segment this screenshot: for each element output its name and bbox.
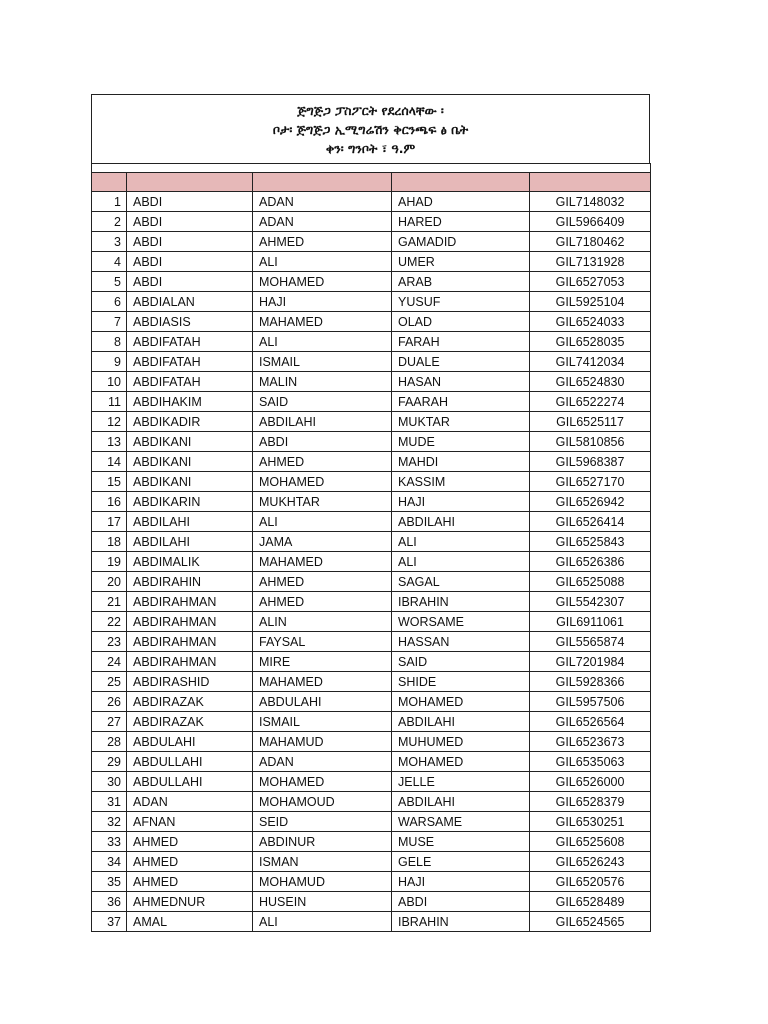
passport-number-cell: GIL6526000	[530, 772, 651, 792]
row-number-cell: 33	[92, 832, 127, 852]
first-name-cell: ABDIRASHID	[127, 672, 253, 692]
row-number-cell: 27	[92, 712, 127, 732]
father-name-cell: MOHAMED	[253, 472, 392, 492]
father-name-cell: ALI	[253, 332, 392, 352]
first-name-cell: AHMEDNUR	[127, 892, 253, 912]
father-name-cell: ALI	[253, 912, 392, 932]
grandfather-name-cell: IBRAHIN	[392, 912, 530, 932]
passport-number-cell: GIL6527053	[530, 272, 651, 292]
row-number-cell: 5	[92, 272, 127, 292]
grandfather-name-cell: MUKTAR	[392, 412, 530, 432]
row-number-cell: 25	[92, 672, 127, 692]
father-name-cell: ABDULAHI	[253, 692, 392, 712]
passport-number-cell: GIL6524830	[530, 372, 651, 392]
row-number-cell: 18	[92, 532, 127, 552]
grandfather-name-cell: ABDI	[392, 892, 530, 912]
table-row	[92, 792, 651, 812]
father-name-cell: MUKHTAR	[253, 492, 392, 512]
grandfather-name-cell: KASSIM	[392, 472, 530, 492]
first-name-cell: ABDIRAZAK	[127, 692, 253, 712]
passport-number-cell: GIL5925104	[530, 292, 651, 312]
row-number-cell: 11	[92, 392, 127, 412]
grandfather-name-cell: WORSAME	[392, 612, 530, 632]
first-name-cell: ABDIRAHIN	[127, 572, 253, 592]
table-row	[92, 472, 651, 492]
row-number-cell: 26	[92, 692, 127, 712]
grandfather-name-cell: HARED	[392, 212, 530, 232]
father-name-cell: MAHAMED	[253, 672, 392, 692]
passport-table	[91, 163, 651, 932]
father-name-cell: ALI	[253, 252, 392, 272]
passport-number-cell: GIL6911061	[530, 612, 651, 632]
father-name-cell: ISMAIL	[253, 352, 392, 372]
grandfather-name-cell: MUSE	[392, 832, 530, 852]
passport-number-cell: GIL6526243	[530, 852, 651, 872]
grandfather-name-cell: IBRAHIN	[392, 592, 530, 612]
first-name-cell: ABDILAHI	[127, 532, 253, 552]
grandfather-name-cell: DUALE	[392, 352, 530, 372]
grandfather-name-cell: JELLE	[392, 772, 530, 792]
grandfather-name-cell: ALI	[392, 552, 530, 572]
grandfather-name-cell: GELE	[392, 852, 530, 872]
passport-number-cell: GIL7201984	[530, 652, 651, 672]
first-name-cell: ABDI	[127, 272, 253, 292]
row-number-cell: 8	[92, 332, 127, 352]
father-name-cell: MAHAMED	[253, 312, 392, 332]
passport-number-cell: GIL5542307	[530, 592, 651, 612]
father-name-cell: JAMA	[253, 532, 392, 552]
passport-number-cell: GIL6527170	[530, 472, 651, 492]
grandfather-name-cell: ABDILAHI	[392, 792, 530, 812]
first-name-cell: AMAL	[127, 912, 253, 932]
passport-number-cell: GIL5565874	[530, 632, 651, 652]
passport-number-cell: GIL6526564	[530, 712, 651, 732]
grandfather-name-cell: HASSAN	[392, 632, 530, 652]
table-row	[92, 412, 651, 432]
row-number-cell: 36	[92, 892, 127, 912]
table-row	[92, 492, 651, 512]
document-title-block	[91, 94, 650, 163]
first-name-cell: ABDIHAKIM	[127, 392, 253, 412]
grandfather-name-cell: MOHAMED	[392, 692, 530, 712]
father-name-cell: SEID	[253, 812, 392, 832]
table-row	[92, 772, 651, 792]
grandfather-name-cell: AHAD	[392, 192, 530, 212]
grandfather-name-cell: HAJI	[392, 872, 530, 892]
grandfather-name-cell: MUDE	[392, 432, 530, 452]
grandfather-name-cell: MOHAMED	[392, 752, 530, 772]
row-number-cell: 35	[92, 872, 127, 892]
passport-number-cell: GIL5810856	[530, 432, 651, 452]
passport-number-cell: GIL6526942	[530, 492, 651, 512]
title-line-1: ጅግጅጋ ፓስፖርት የደረሰላቸው ፡	[297, 102, 444, 118]
table-row	[92, 592, 651, 612]
passport-number-cell: GIL6535063	[530, 752, 651, 772]
passport-number-cell: GIL6528489	[530, 892, 651, 912]
passport-number-cell: GIL7180462	[530, 232, 651, 252]
first-name-cell: ABDI	[127, 212, 253, 232]
row-number-cell: 22	[92, 612, 127, 632]
father-name-cell: ABDILAHI	[253, 412, 392, 432]
father-name-cell: AHMED	[253, 452, 392, 472]
passport-number-cell: GIL6528379	[530, 792, 651, 812]
table-row	[92, 192, 651, 212]
first-name-cell: ABDIFATAH	[127, 332, 253, 352]
passport-number-cell: GIL6525117	[530, 412, 651, 432]
table-row	[92, 312, 651, 332]
passport-number-cell: GIL7131928	[530, 252, 651, 272]
title-line-2: ቦታ፡ ጅግጅጋ ኢሚግሬሽን ቅርንጫፍ ፅ ቤት	[272, 121, 469, 137]
table-row	[92, 892, 651, 912]
first-name-cell: AHMED	[127, 832, 253, 852]
row-number-cell: 15	[92, 472, 127, 492]
table-row	[92, 252, 651, 272]
first-name-cell: AHMED	[127, 872, 253, 892]
passport-number-cell: GIL6525608	[530, 832, 651, 852]
first-name-cell: ABDIKANI	[127, 452, 253, 472]
table-row	[92, 452, 651, 472]
grandfather-name-cell: ABDILAHI	[392, 712, 530, 732]
first-name-cell: ABDIFATAH	[127, 372, 253, 392]
father-name-cell: AHMED	[253, 232, 392, 252]
grandfather-name-cell: YUSUF	[392, 292, 530, 312]
father-name-cell: AHMED	[253, 592, 392, 612]
father-name-cell: SAID	[253, 392, 392, 412]
row-number-cell: 24	[92, 652, 127, 672]
passport-number-cell: GIL6528035	[530, 332, 651, 352]
row-number-cell: 28	[92, 732, 127, 752]
first-name-cell: ABDIKANI	[127, 472, 253, 492]
grandfather-name-cell: UMER	[392, 252, 530, 272]
grandfather-name-cell: FARAH	[392, 332, 530, 352]
first-name-cell: ABDIFATAH	[127, 352, 253, 372]
header-cell	[530, 173, 651, 192]
row-number-cell: 13	[92, 432, 127, 452]
passport-number-cell: GIL7412034	[530, 352, 651, 372]
table-row	[92, 272, 651, 292]
table-row	[92, 532, 651, 552]
row-number-cell: 17	[92, 512, 127, 532]
first-name-cell: AHMED	[127, 852, 253, 872]
father-name-cell: AHMED	[253, 572, 392, 592]
first-name-cell: ADAN	[127, 792, 253, 812]
row-number-cell: 34	[92, 852, 127, 872]
grandfather-name-cell: SAGAL	[392, 572, 530, 592]
grandfather-name-cell: MAHDI	[392, 452, 530, 472]
table-row	[92, 432, 651, 452]
passport-number-cell: GIL6526386	[530, 552, 651, 572]
row-number-cell: 32	[92, 812, 127, 832]
father-name-cell: HUSEIN	[253, 892, 392, 912]
first-name-cell: ABDI	[127, 192, 253, 212]
grandfather-name-cell: ARAB	[392, 272, 530, 292]
father-name-cell: ADAN	[253, 752, 392, 772]
header-cell	[392, 173, 530, 192]
table-row	[92, 912, 651, 932]
table-row	[92, 692, 651, 712]
grandfather-name-cell: FAARAH	[392, 392, 530, 412]
passport-number-cell: GIL6524033	[530, 312, 651, 332]
header-cell	[127, 173, 253, 192]
table-row	[92, 852, 651, 872]
first-name-cell: ABDIASIS	[127, 312, 253, 332]
first-name-cell: ABDULLAHI	[127, 772, 253, 792]
table-row	[92, 612, 651, 632]
grandfather-name-cell: MUHUMED	[392, 732, 530, 752]
row-number-cell: 2	[92, 212, 127, 232]
grandfather-name-cell: HASAN	[392, 372, 530, 392]
first-name-cell: ABDIMALIK	[127, 552, 253, 572]
table-row	[92, 392, 651, 412]
father-name-cell: MOHAMED	[253, 272, 392, 292]
table-row	[92, 512, 651, 532]
table-row	[92, 832, 651, 852]
table-row	[92, 352, 651, 372]
spacer-row	[92, 164, 651, 173]
first-name-cell: ABDIRAHMAN	[127, 612, 253, 632]
table-header-row	[92, 173, 651, 192]
row-number-cell: 31	[92, 792, 127, 812]
first-name-cell: ABDI	[127, 252, 253, 272]
passport-number-cell: GIL6522274	[530, 392, 651, 412]
passport-number-cell: GIL5966409	[530, 212, 651, 232]
table-row	[92, 292, 651, 312]
passport-number-cell: GIL6526414	[530, 512, 651, 532]
row-number-cell: 37	[92, 912, 127, 932]
grandfather-name-cell: WARSAME	[392, 812, 530, 832]
row-number-cell: 21	[92, 592, 127, 612]
grandfather-name-cell: OLAD	[392, 312, 530, 332]
father-name-cell: MALIN	[253, 372, 392, 392]
row-number-cell: 20	[92, 572, 127, 592]
grandfather-name-cell: SHIDE	[392, 672, 530, 692]
table-row	[92, 372, 651, 392]
father-name-cell: MAHAMUD	[253, 732, 392, 752]
passport-number-cell: GIL6530251	[530, 812, 651, 832]
father-name-cell: MOHAMUD	[253, 872, 392, 892]
first-name-cell: ABDIKARIN	[127, 492, 253, 512]
table-row	[92, 332, 651, 352]
row-number-cell: 12	[92, 412, 127, 432]
passport-number-cell: GIL6520576	[530, 872, 651, 892]
first-name-cell: ABDIRAZAK	[127, 712, 253, 732]
passport-number-cell: GIL6525843	[530, 532, 651, 552]
passport-number-cell: GIL6525088	[530, 572, 651, 592]
row-number-cell: 7	[92, 312, 127, 332]
row-number-cell: 1	[92, 192, 127, 212]
first-name-cell: ABDIKADIR	[127, 412, 253, 432]
header-cell	[253, 173, 392, 192]
father-name-cell: ISMAN	[253, 852, 392, 872]
row-number-cell: 4	[92, 252, 127, 272]
row-number-cell: 23	[92, 632, 127, 652]
row-number-cell: 16	[92, 492, 127, 512]
father-name-cell: MOHAMOUD	[253, 792, 392, 812]
grandfather-name-cell: GAMADID	[392, 232, 530, 252]
grandfather-name-cell: SAID	[392, 652, 530, 672]
table-row	[92, 652, 651, 672]
first-name-cell: AFNAN	[127, 812, 253, 832]
table-row	[92, 812, 651, 832]
title-line-3: ቀን፡ ግንቦት ፣ ዓ.ም	[325, 140, 416, 156]
passport-list-sheet	[91, 94, 650, 932]
father-name-cell: MAHAMED	[253, 552, 392, 572]
father-name-cell: HAJI	[253, 292, 392, 312]
father-name-cell: ADAN	[253, 212, 392, 232]
table-row	[92, 732, 651, 752]
father-name-cell: ALI	[253, 512, 392, 532]
grandfather-name-cell: ALI	[392, 532, 530, 552]
table-row	[92, 212, 651, 232]
father-name-cell: ABDINUR	[253, 832, 392, 852]
table-row	[92, 672, 651, 692]
table-row	[92, 232, 651, 252]
header-cell	[92, 173, 127, 192]
table-row	[92, 552, 651, 572]
father-name-cell: ABDI	[253, 432, 392, 452]
grandfather-name-cell: HAJI	[392, 492, 530, 512]
passport-number-cell: GIL5957506	[530, 692, 651, 712]
father-name-cell: ALIN	[253, 612, 392, 632]
first-name-cell: ABDIRAHMAN	[127, 632, 253, 652]
grandfather-name-cell: ABDILAHI	[392, 512, 530, 532]
row-number-cell: 14	[92, 452, 127, 472]
first-name-cell: ABDI	[127, 232, 253, 252]
father-name-cell: MIRE	[253, 652, 392, 672]
first-name-cell: ABDULLAHI	[127, 752, 253, 772]
father-name-cell: MOHAMED	[253, 772, 392, 792]
first-name-cell: ABDIRAHMAN	[127, 652, 253, 672]
father-name-cell: ISMAIL	[253, 712, 392, 732]
passport-number-cell: GIL5968387	[530, 452, 651, 472]
passport-number-cell: GIL5928366	[530, 672, 651, 692]
table-row	[92, 752, 651, 772]
first-name-cell: ABDIKANI	[127, 432, 253, 452]
row-number-cell: 9	[92, 352, 127, 372]
row-number-cell: 19	[92, 552, 127, 572]
row-number-cell: 3	[92, 232, 127, 252]
first-name-cell: ABDIALAN	[127, 292, 253, 312]
table-row	[92, 632, 651, 652]
father-name-cell: ADAN	[253, 192, 392, 212]
row-number-cell: 10	[92, 372, 127, 392]
passport-number-cell: GIL7148032	[530, 192, 651, 212]
first-name-cell: ABDIRAHMAN	[127, 592, 253, 612]
first-name-cell: ABDILAHI	[127, 512, 253, 532]
first-name-cell: ABDULAHI	[127, 732, 253, 752]
passport-number-cell: GIL6523673	[530, 732, 651, 752]
father-name-cell: FAYSAL	[253, 632, 392, 652]
table-row	[92, 872, 651, 892]
passport-number-cell: GIL6524565	[530, 912, 651, 932]
row-number-cell: 30	[92, 772, 127, 792]
table-row	[92, 572, 651, 592]
table-row	[92, 712, 651, 732]
row-number-cell: 29	[92, 752, 127, 772]
row-number-cell: 6	[92, 292, 127, 312]
